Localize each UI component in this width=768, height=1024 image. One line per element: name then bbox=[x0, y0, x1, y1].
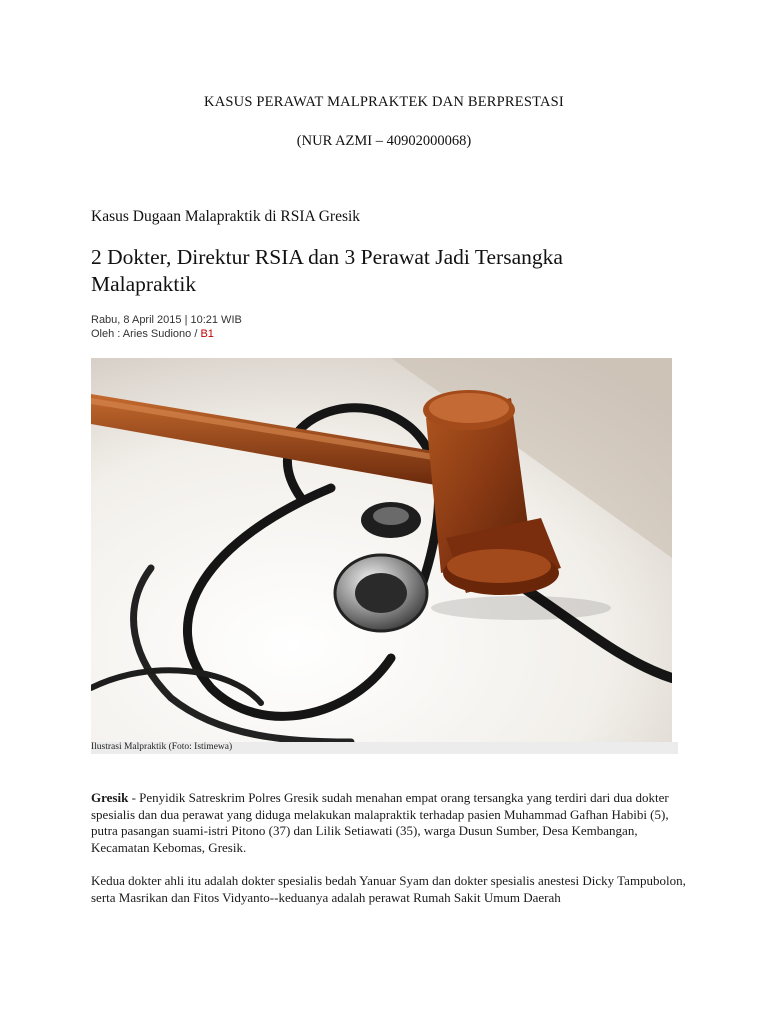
article-photo bbox=[91, 358, 672, 742]
gavel-stethoscope-illustration bbox=[91, 358, 672, 742]
category-link[interactable]: B1 bbox=[200, 328, 214, 340]
dateline: Gresik bbox=[91, 790, 129, 805]
gavel-bottom bbox=[447, 549, 551, 583]
page-title: KASUS PERAWAT MALPRAKTEK DAN BERPRESTASI bbox=[204, 94, 564, 110]
gavel-shadow bbox=[431, 596, 611, 620]
article-kicker: Kasus Dugaan Malapraktik di RSIA Gresik bbox=[91, 208, 361, 225]
page-subtitle: (NUR AZMI – 40902000068) bbox=[296, 133, 472, 149]
stethoscope-ring bbox=[373, 507, 409, 525]
article-byline bbox=[91, 327, 242, 341]
paragraph-1 bbox=[91, 790, 691, 856]
paragraph-2: Kedua dokter ahli itu adalah dokter spesialis bedah Yanuar Syam dan dokter spesialis anestesi Dicky Tampubolon, serta Masrikan dan Fitos Vidyanto--keduanya adalah perawat Rumah Sakit Umum Daerah bbox=[91, 873, 686, 905]
photo-caption: Ilustrasi Malpraktik (Foto: Istimewa) bbox=[91, 742, 233, 752]
gavel-top bbox=[429, 393, 509, 423]
article-date: Rabu, 8 April 2015 | 10:21 WIB bbox=[91, 314, 242, 326]
author-text: Oleh : Aries Sudiono / bbox=[91, 328, 201, 340]
stethoscope-diaphragm bbox=[355, 573, 407, 613]
paragraph-1-body: - Penyidik Satreskrim Polres Gresik sudah menahan empat orang tersangka yang terdiri dari dua dokter spesialis dan dua perawat yang diduga melakukan malapraktik terhadap pasien Muhammad Gafhan Habibi (5), putra pasangan suami-istri Pitono (37) dan Lilik Setiawati (35), warga Dusun Sumber, Desa Kembangan, Kecamatan Kebomas, Gresik. bbox=[91, 790, 669, 855]
article-meta bbox=[91, 313, 242, 341]
article-headline: 2 Dokter, Direktur RSIA dan 3 Perawat Jadi Tersangka Malapraktik bbox=[91, 245, 563, 296]
